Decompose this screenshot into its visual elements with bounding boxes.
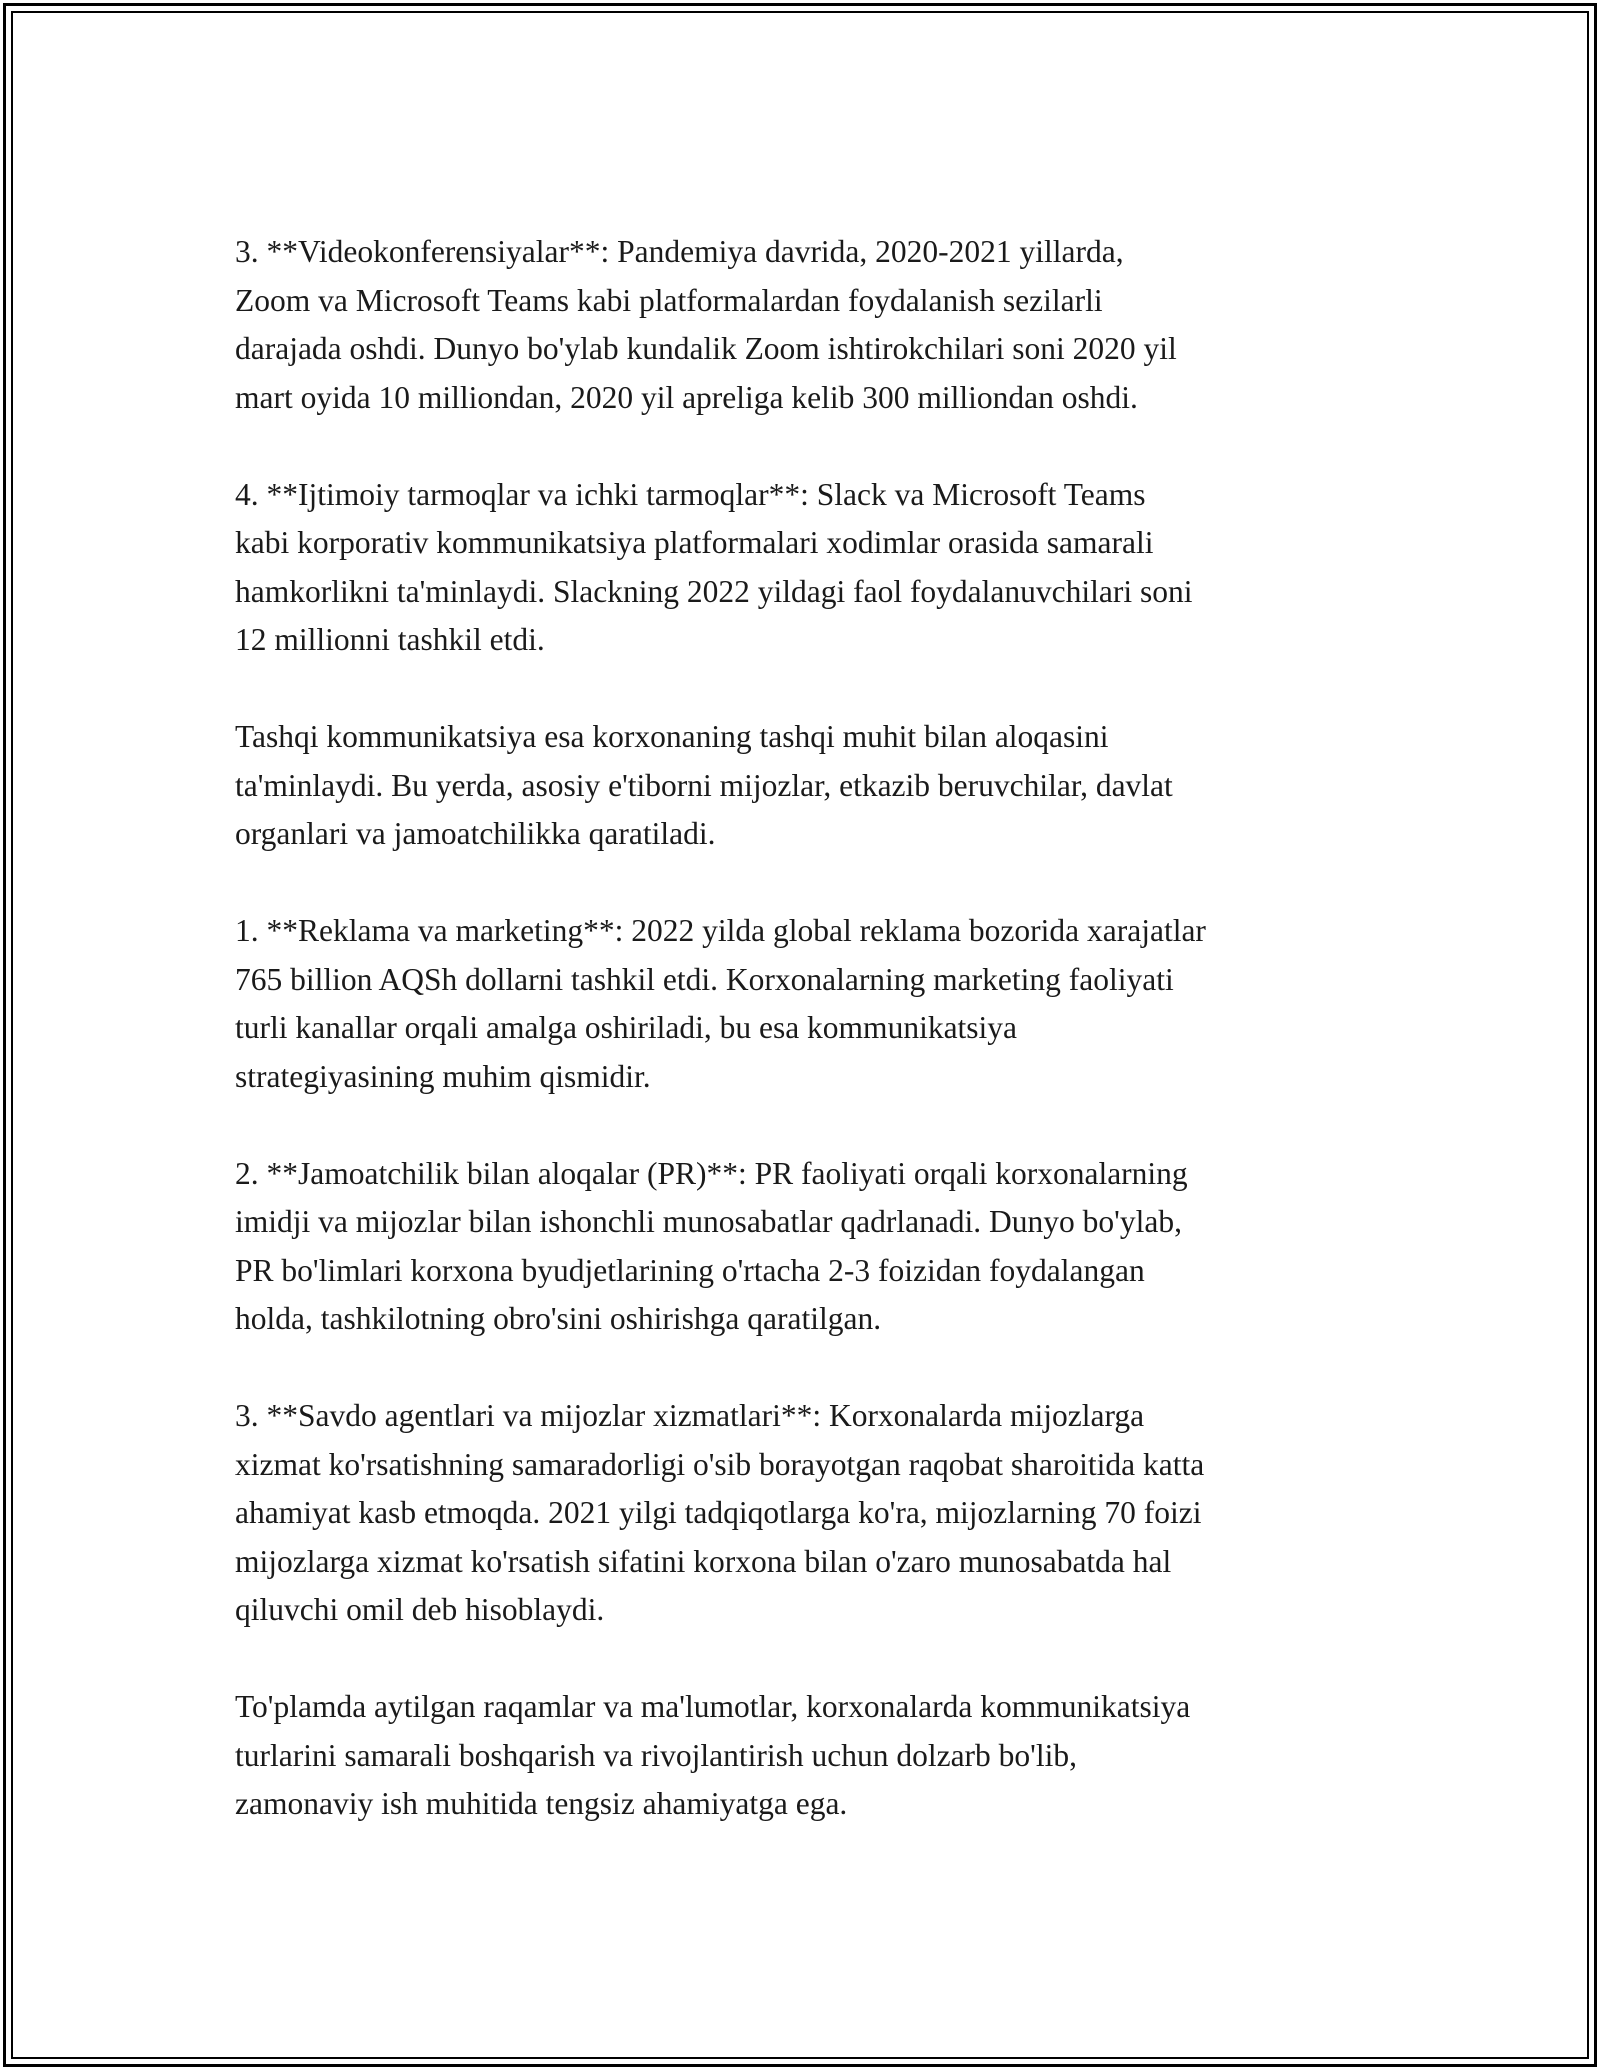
paragraph-social-networks: 4. **Ijtimoiy tarmoqlar va ichki tarmoqlar**: Slack va Microsoft Teams kabi korporativ kommunikatsiya platformalari xodimlar orasida samarali hamkorlikni ta'minlaydi. Slackning 2022 yildagi faol foydalanuvchilari soni 12 millionni tashkil etdi.: [235, 476, 1193, 657]
paragraph-external-communication: Tashqi kommunikatsiya esa korxonaning tashqi muhit bilan aloqasini ta'minlaydi. Bu yerda, asosiy e'tiborni mijozlar, etkazib beruvchilar, davlat organlari va jamoatchilikka qaratiladi.: [235, 719, 1173, 851]
paragraph-sales-agents: 3. **Savdo agentlari va mijozlar xizmatlari**: Korxonalarda mijozlarga xizmat ko'rsatishning samaradorligi o'sib borayotgan raqobat sharoitida katta ahamiyat kasb etmoqda. 2021 yilgi tadqiqotlarga ko'ra, mijozlarning 70 foizi mijozlarga xizmat ko'rsatish sifatini korxona bilan o'zaro munosabatda hal qiluvchi omil deb hisoblaydi.: [235, 1398, 1205, 1627]
paragraph-public-relations: 2. **Jamoatchilik bilan aloqalar (PR)**: PR faoliyati orqali korxonalarning imidji va mijozlar bilan ishonchli munosabatlar qadrlanadi. Dunyo bo'ylab, PR bo'limlari korxona byudjetlarining o'rtacha 2-3 foizidan foydalangan holda, tashkilotning obro'sini oshirishga qaratilgan.: [235, 1155, 1188, 1336]
document-body: [235, 228, 1375, 1877]
paragraph-conclusion: To'plamda aytilgan raqamlar va ma'lumotlar, korxonalarda kommunikatsiya turlarini samarali boshqarish va rivojlantirish uchun dolzarb bo'lib, zamonaviy ish muhitida tengsiz ahamiyatga ega.: [235, 1689, 1191, 1821]
paragraph-advertising-marketing: 1. **Reklama va marketing**: 2022 yilda global reklama bozorida xarajatlar 765 billion AQSh dollarni tashkil etdi. Korxonalarning marketing faoliyati turli kanallar orqali amalga oshiriladi, bu esa kommunikatsiya strategiyasining muhim qismidir.: [235, 913, 1206, 1094]
paragraph-videoconferences: 3. **Videokonferensiyalar**: Pandemiya davrida, 2020-2021 yillarda, Zoom va Microsoft Teams kabi platformalardan foydalanish sezilarli darajada oshdi. Dunyo bo'ylab kundalik Zoom ishtirokchilari soni 2020 yil mart oyida 10 milliondan, 2020 yil apreliga kelib 300 milliondan oshdi.: [235, 234, 1177, 415]
